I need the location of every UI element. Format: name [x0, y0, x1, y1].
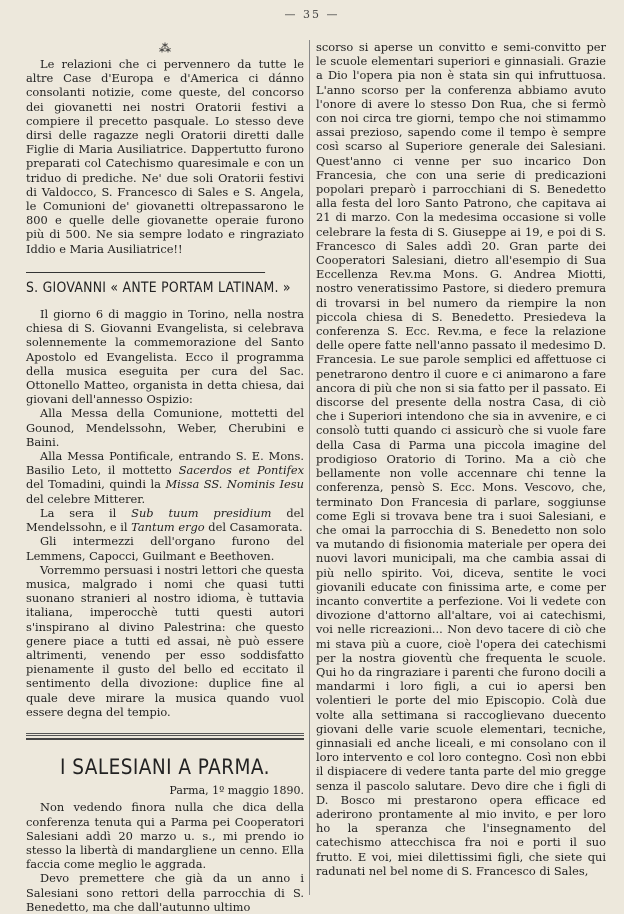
dateline: Parma, 1º maggio 1890. [169, 784, 304, 798]
section-rule-double [26, 733, 304, 736]
page-number: — 35 — [284, 8, 340, 21]
parma-paragraph-2: Devo premettere che già da un anno i Salesiani sono rettori della parrocchia di S. Benedetto, ma che dall'autunno ultimo [26, 871, 304, 914]
parma-paragraph-2-continued: scorso si aperse un convitto e semi-convitto per le scuole elementari superiori e ginnasiali. Grazie a Dio l'opera pia non è stata sin qui infruttuosa. L'anno scorso per la conferenza abbiamo avuto l'onore di avere lo stesso Don Rua, che si fermò con noi circa tre giorni, tempo che noi stimammo assai prezioso, sapendo come il tempo è sempre così scarso al Superiore generale dei Salesiani. Quest'anno ci venne per suo incarico Don Francesia, che con una serie di predicazioni popolari preparò i parrocchiani di S. Benedetto alla festa del loro Santo Patrono, che capitava ai 21 di marzo. Con la medesima occasione si volle celebrare la festa di S. Giuseppe ai 19, e poi di S. Francesco di Sales addì 20. Gran parte dei Cooperatori Salesiani, dietro all'esempio di Sua Eccellenza Rev.ma Mons. G. Andrea Miotti, nostro veneratissimo Pastore, si diedero premura di trovarsi in bel numero da riempire la non piccola chiesa di S. Benedetto. Presiedeva la conferenza S. Ecc. Rev.ma, e fece la relazione delle opere fatte nell'anno passato il medesimo D. Francesia. Le sue parole semplici ed affettuose ci penetrarono dentro il cuore e ci animarono a fare ancora di più che non si sia fatto per il passato. Ei discorse del presente della nostra Casa, di ciò che i Superiori intendono che sia in avvenire, e ci consolò tutti quando ci assicurò che si vuole fare della Casa di Parma una piccola imagine del prodigioso Oratorio di Torino. Ma a ciò che bellamente non volle accennare chi tenne la conferenza, pensò S. Ecc. Mons. Vescovo, che, terminato Don Francesia di parlare, soggiunse come Egli si trovava bene tra i suoi Salesiani, e che omai la parrocchia di S. Benedetto non solo va mutando di fisionomia materiale per opera dei nuovi lavori municipali, ma che cambia assai di più nello spirito. Voi, diceva, sentite le voci giovanili educate con finissima arte, e come per incanto convertite a perfezione. Voi li vedete con divozione d'attorno all'altare, voi ai catechismi, voi nelle ricreazioni... Non devo tacere di ciò che mi stava più a cuore, cioè l'opera dei catechismi per la nostra gioventù che frequenta le scuole. Qui ho da ringraziare i parenti che furono docili a mandarmi i loro figli, a cui io apersi ben volentieri le porte del mio Episcopio. Colà due volte alla settimana si raccoglievano duecento giovani delle varie scuole elementari, tecniche, ginnasiali ed anche liceali, e mi consolano con il loro intervento e col loro contegno. Così non ebbi il dispiacere di vedere tanta parte del mio gregge senza il pascolo salutare. Devo dire che i figli di D. Bosco mi prestarono opera efficace ed aderirono prontamente al mio invito, e per loro ho la speranza che l'insegnamento del catechismo attecchisca fra noi e porti il suo frutto. E voi, miei dilettissimi figli, che siete qui radunati nel bel nome di S. Francesco di Sales, [316, 40, 606, 878]
giovanni-paragraph-4: La sera il Sub tuum presidium del Mendelssohn, e il Tantum ergo del Casamorata. [26, 505, 305, 535]
section-rule-thick [26, 738, 304, 740]
column-divider [309, 40, 310, 895]
motet-title: Sacerdos et Pontifex [178, 463, 304, 478]
giovanni-paragraph-1: Il giorno 6 di maggio in Torino, nella nostra chiesa di S. Giovanni Evangelista, si celebrava solennemente la commemorazione del Santo Apostolo ed Evangelista. Ecco il programma della musica eseguita per cura del Sac. Ottonello Matteo, organista in detta chiesa, dai giovani dell'annesso Ospizio: [26, 307, 304, 407]
left-column [26, 40, 304, 914]
intro-paragraph: Le relazioni che ci pervennero da tutte le altre Case d'Europa e d'America ci dánno consolanti notizie, come queste, del concorso dei giovanetti nei nostri Oratorii festivi a compiere il precetto pasquale. Lo stesso deve dirsi delle ragazze negli Oratorii diretti dalle Figlie di Maria Ausiliatrice. Dappertutto furono preparati col Catechismo quaresimale e con un triduo di prediche. Ne' due soli Oratorii festivi di Valdocco, S. Francesco di Sales e S. Angela, le Comunioni de' giovanetti oltrepassarono le 800 e quelle delle giovanette operaie furono più di 500. Ne sia sempre lodato e ringraziato Iddio e Maria Ausiliatrice!! [26, 57, 304, 256]
right-column [316, 40, 606, 878]
hymn-title-2: Tantum ergo [131, 520, 205, 535]
parma-paragraph-1: Non vedendo finora nulla che dica della conferenza tenuta qui a Parma pei Cooperatori Salesiani addì 20 marzo u. s., mi prendo io stesso la libertà di mandargliene un cenno. Ella faccia come meglio le aggrada. [26, 800, 304, 872]
hymn-title-1: Sub tuum presidium [131, 505, 272, 520]
mass-title: Missa SS. Nominis Iesu [165, 477, 304, 492]
giovanni-paragraph-2: Alla Messa della Comunione, mottetti del Gounod, Mendelssohn, Weber, Cherubini e Baini. [26, 406, 304, 449]
article-title: I SALESIANI A PARMA. [60, 754, 270, 779]
section-title: S. GIOVANNI « ANTE PORTAM LATINAM. » [26, 272, 265, 295]
giovanni-paragraph-6: Vorremmo persuasi i nostri lettori che questa musica, malgrado i nomi che quasi tutti suonano stranieri al nostro idioma, è tuttavia italiana, imperocchè tutti questi autori s'inspirano al divino Palestrina: che questo genere piace a tutti ed assai, nè può essere altrimenti, venendo per esso soddisfatto pienamente il gusto del bello ed eccitato il sentimento della divozione: duplice fine al quale deve mirare la musica quando vuol essere degna del tempio. [26, 562, 304, 719]
giovanni-paragraph-5: Gli intermezzi dell'organo furono del Lemmens, Capocci, Guilmant e Beethoven. [26, 534, 304, 563]
giovanni-paragraph-3: Alla Messa Pontificale, entrando S. E. Mons. Basilio Leto, il mottetto Sacerdos et Pontifex del Tomadini, quindi la Missa SS. Nominis Iesu del celebre Mitterer. [26, 449, 304, 506]
asterism: ⁂ [159, 41, 171, 55]
